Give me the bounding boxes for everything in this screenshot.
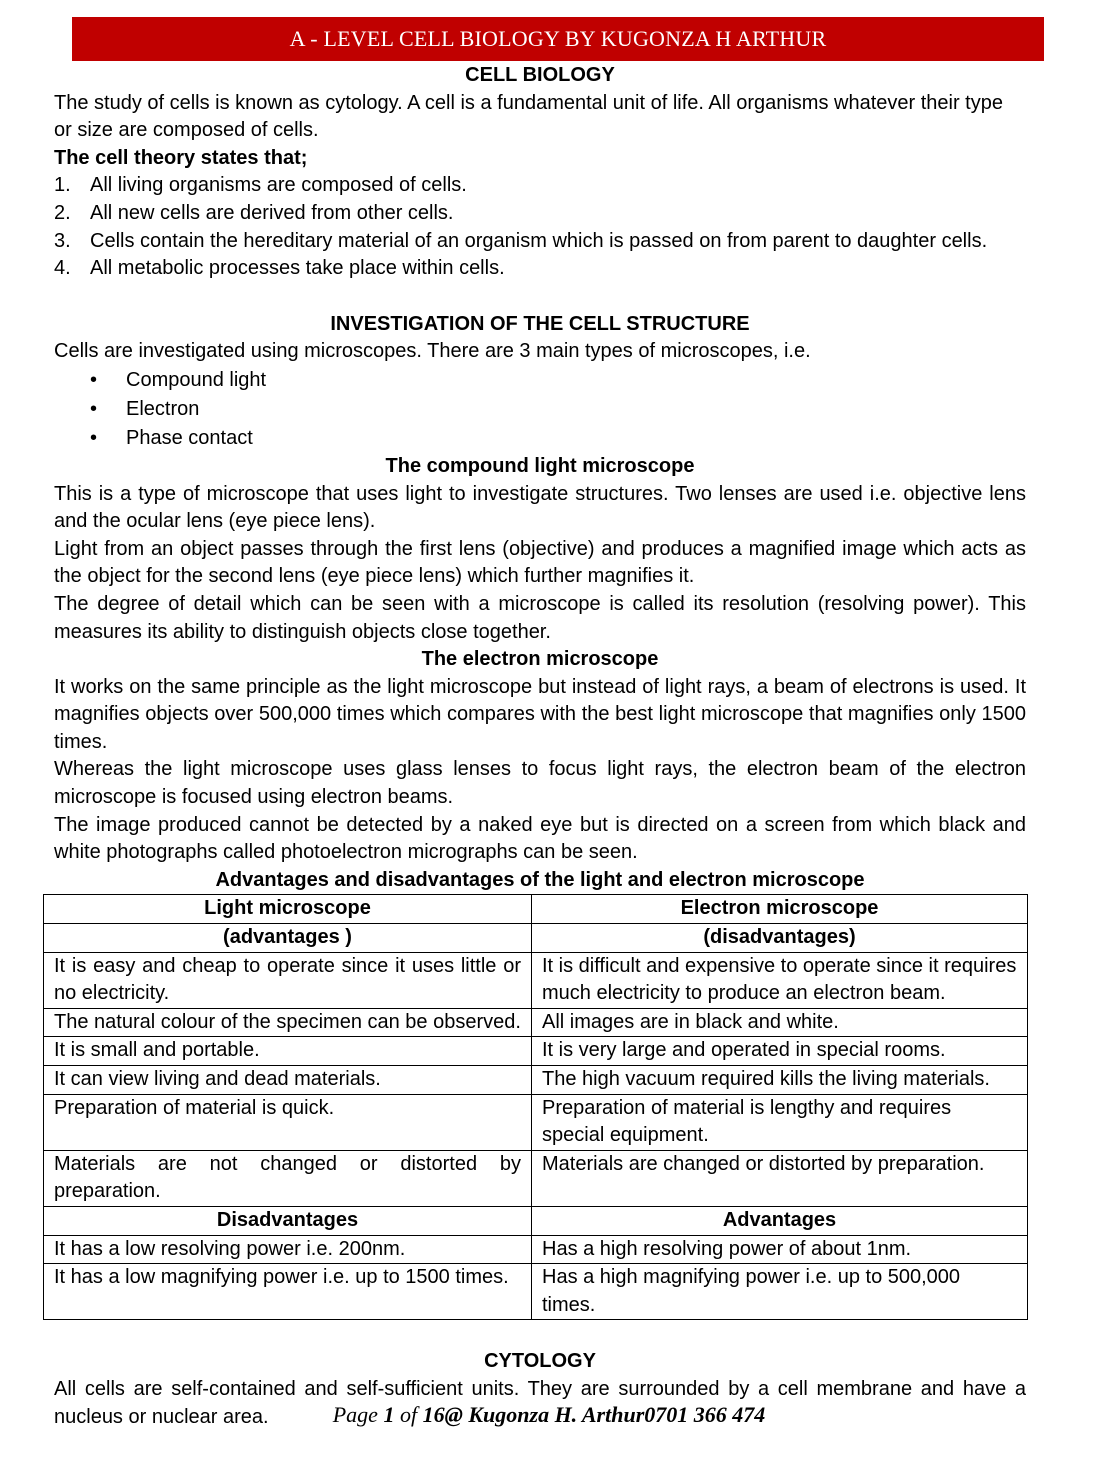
column-subheader-advantages: (advantages ) [44,924,532,953]
footer-credit: @ Kugonza H. Arthur0701 366 474 [444,1402,766,1427]
light-paragraph-1: This is a type of microscope that uses light to investigate structures. Two lenses are used i.e. objective lens and the ocular lens (eye piece lens). [54,482,1026,533]
subheader-disadvantages: Disadvantages [44,1206,532,1235]
list-item: • Compound light [90,366,1026,395]
table-row [44,952,1028,1008]
table-row [44,1150,1028,1206]
bullet-icon: • [90,397,98,420]
list-item: 2. All new cells are derived from other cells. [54,201,454,224]
list-item: • Electron [90,395,1026,424]
table-cell: It is difficult and expensive to operate since it requires much electricity to produce an electron beam. [532,952,1028,1008]
list-item: 3. Cells contain the hereditary material of an organism which is passed on from parent to daughter cells. [54,229,988,252]
table-cell: It is very large and operated in special rooms. [532,1037,1028,1066]
section-heading-investigation: INVESTIGATION OF THE CELL STRUCTURE [330,312,750,335]
table-cell: It has a low magnifying power i.e. up to 1500 times. [44,1264,532,1320]
table-cell: It is easy and cheap to operate since it uses little or no electricity. [44,952,532,1008]
table-row [44,1264,1028,1320]
electron-microscope-heading: The electron microscope [421,648,659,671]
column-header-light: Light microscope [44,895,532,924]
table-cell: All images are in black and white. [532,1008,1028,1037]
table-row [44,1094,1028,1150]
table-cell: Preparation of material is lengthy and requires special equipment. [532,1094,1028,1150]
table-row [44,1066,1028,1095]
table-cell: Materials are changed or distorted by preparation. [532,1150,1028,1206]
table-row [44,1037,1028,1066]
microscope-types-list [54,366,1026,453]
section-heading-cytology: CYTOLOGY [484,1350,596,1373]
footer-page-number: 1 [383,1402,395,1427]
table-cell: The natural colour of the specimen can be observed. [44,1008,532,1037]
table-cell: It can view living and dead materials. [44,1066,532,1095]
light-paragraph-2: Light from an object passes through the first lens (objective) and produces a magnified image which acts as the object for the second lens (eye piece lens) which further magnifies it. [54,537,1026,588]
header-banner: A - LEVEL CELL BIOLOGY BY KUGONZA H ARTHUR [72,17,1044,61]
table-row [44,1235,1028,1264]
footer-of-word: of [394,1402,423,1427]
table-cell: The high vacuum required kills the living materials. [532,1066,1028,1095]
electron-paragraph-3: The image produced cannot be detected by a naked eye but is directed on a screen from which black and white photographs called photoelectron micrographs can be seen. [54,813,1026,864]
table-cell: Preparation of material is quick. [44,1094,532,1150]
page-footer [0,1402,1098,1428]
footer-page-word: Page [332,1402,384,1427]
subheader-advantages: Advantages [532,1206,1028,1235]
table-cell: It has a low resolving power i.e. 200nm. [44,1235,532,1264]
column-subheader-disadvantages: (disadvantages) [532,924,1028,953]
cell-theory-heading: The cell theory states that; [54,146,308,169]
footer-page-total: 16 [422,1402,445,1427]
page-content [54,62,1026,1431]
bullet-icon: • [90,426,98,449]
list-item: 4. All metabolic processes take place within cells. [54,257,505,280]
table-caption: Advantages and disadvantages of the light and electron microscope [215,868,865,891]
table-cell: Materials are not changed or distorted by preparation. [44,1150,532,1206]
cytology-paragraph: All cells are self-contained and self-sufficient units. They are surrounded by a cell membrane and have a nucleus or nuclear area. [54,1377,1026,1428]
list-item: • Phase contact [90,424,1026,453]
table-cell: Has a high resolving power of about 1nm. [532,1235,1028,1264]
column-header-electron: Electron microscope [532,895,1028,924]
table-row [44,1008,1028,1037]
table-header-row [44,924,1028,953]
electron-paragraph-2: Whereas the light microscope uses glass lenses to focus light rays, the electron beam of the electron microscope is focused using electron beams. [54,758,1026,809]
table-cell: It is small and portable. [44,1037,532,1066]
list-item: 1. All living organisms are composed of cells. [54,174,467,197]
light-microscope-heading: The compound light microscope [385,454,695,477]
investigation-intro: Cells are investigated using microscopes. There are 3 main types of microscopes, i.e. [54,340,811,363]
table-cell: Has a high magnifying power i.e. up to 500,000 times. [532,1264,1028,1320]
comparison-table [43,894,1028,1320]
light-paragraph-3: The degree of detail which can be seen with a microscope is called its resolution (resolving power). This measures its ability to distinguish objects close together. [54,592,1026,643]
table-subheader-row [44,1206,1028,1235]
bullet-icon: • [90,368,98,391]
table-header-row [44,895,1028,924]
section-heading-cell-biology: CELL BIOLOGY [465,64,615,86]
cell-biology-intro: The study of cells is known as cytology. A cell is a fundamental unit of life. All organisms whatever their type or size are composed of cells. [54,91,1003,142]
electron-paragraph-1: It works on the same principle as the light microscope but instead of light rays, a beam of electrons is used. It magnifies objects over 500,000 times which compares with the best light microscope that magnifies only 1500 times. [54,675,1026,753]
cell-theory-list [54,172,1026,282]
